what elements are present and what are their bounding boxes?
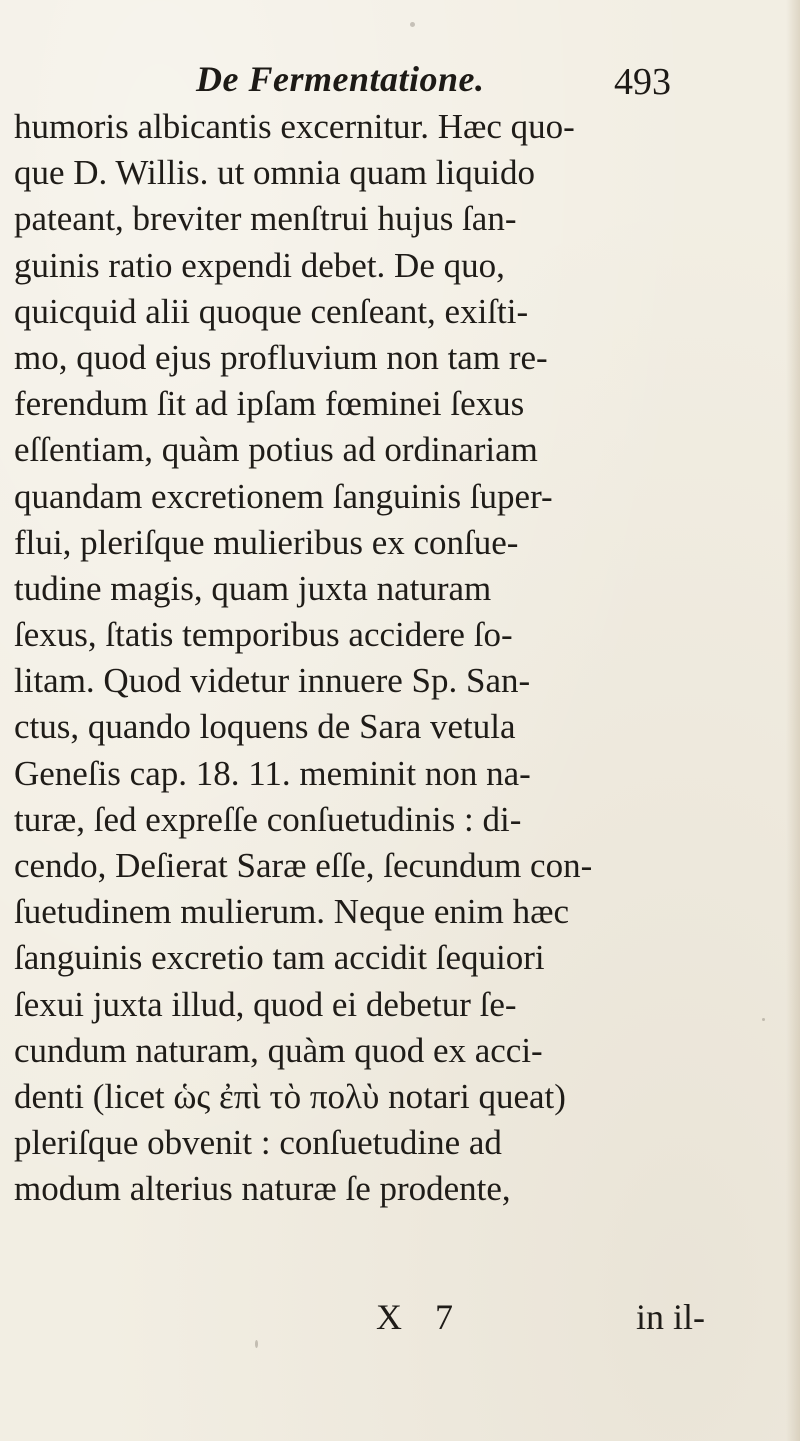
text-line: que D. Willis. ut omnia quam liquido <box>14 153 535 193</box>
text-line: denti (licet ὡς ἐπὶ τὸ πολὺ notari queat) <box>14 1076 566 1116</box>
text-line: flui, pleriſque mulieribus ex conſue- <box>14 522 519 562</box>
text-line: Geneſis cap. 18. 11. meminit non na- <box>14 753 531 793</box>
running-title: De Fermentatione. <box>196 59 485 99</box>
text-line: ſexui juxta illud, quod ei debetur ſe- <box>14 984 517 1024</box>
text-line: cendo, Deſierat Saræ eſſe, ſecundum con- <box>14 846 593 885</box>
signature-mark: X 7 <box>376 1297 465 1337</box>
text-line: ferendum ſit ad ipſam fœminei ſexus <box>14 384 525 424</box>
paper-speck <box>255 1340 258 1348</box>
text-line: eſſentiam, quàm potius ad ordinariam <box>14 430 538 470</box>
paper-speck <box>762 1018 765 1021</box>
text-line: ctus, quando loquens de Sara vetula <box>14 707 516 747</box>
text-line: ſexus, ſtatis temporibus accidere ſo- <box>14 615 513 655</box>
catchword: in il- <box>636 1297 705 1337</box>
text-line: ſuetudinem mulierum. Neque enim hæc <box>14 892 570 932</box>
text-line: modum alterius naturæ ſe prodente, <box>14 1169 511 1209</box>
text-line: litam. Quod videtur innuere Sp. San- <box>14 661 531 701</box>
text-line: cundum naturam, quàm quod ex acci- <box>14 1030 543 1070</box>
text-line: pleriſque obvenit : conſuetudine ad <box>14 1123 502 1163</box>
page-number: 493 <box>614 61 671 103</box>
text-line: humoris albicantis excernitur. Hæc quo- <box>14 107 575 146</box>
page-footer <box>0 1296 800 1346</box>
text-line: ſanguinis excretio tam accidit ſequiori <box>14 938 545 978</box>
text-line: turæ, ſed expreſſe conſuetudinis : di- <box>14 799 522 839</box>
text-line: guinis ratio expendi debet. De quo, <box>14 245 505 285</box>
text-line: pateant, breviter menſtrui hujus ſan- <box>14 199 517 239</box>
text-line: quicquid alii quoque cenſeant, exiſti- <box>14 291 529 331</box>
text-line: mo, quod ejus profluvium non tam re- <box>14 337 548 377</box>
text-line: tudine magis, quam juxta naturam <box>14 568 492 608</box>
paper-speck <box>410 22 415 27</box>
text-line: quandam excretionem ſanguinis ſuper- <box>14 476 553 516</box>
body-text <box>14 104 790 1213</box>
